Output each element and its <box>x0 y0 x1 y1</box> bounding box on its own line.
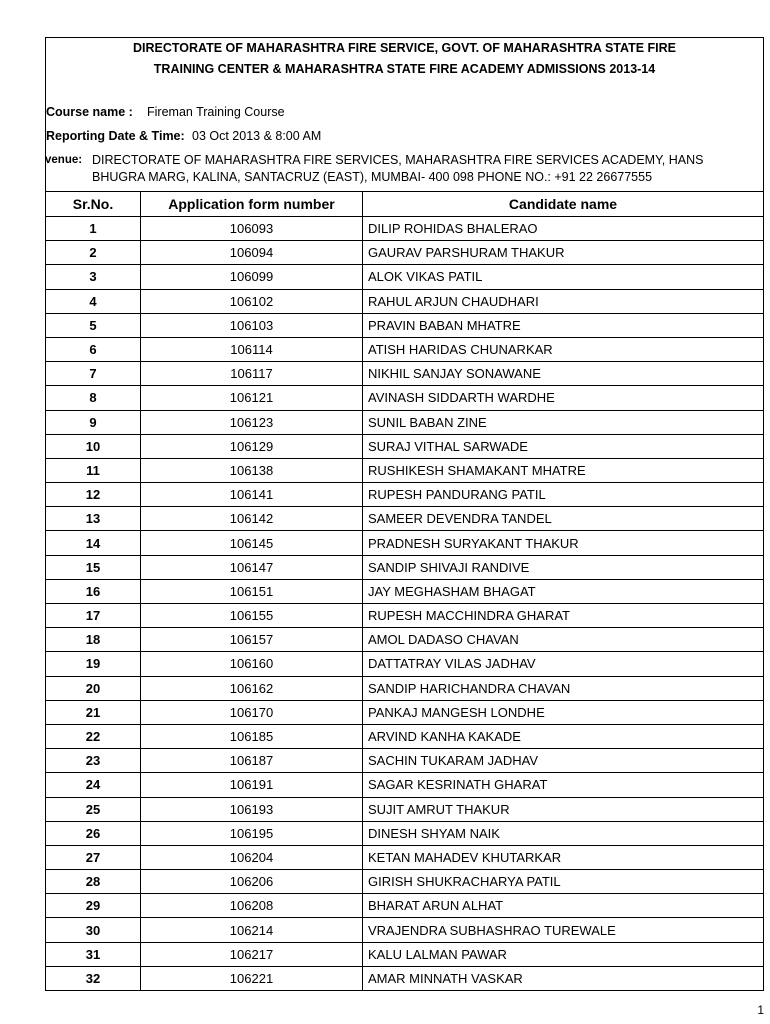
cell-application-number: 106160 <box>141 652 363 676</box>
cell-application-number: 106093 <box>141 217 363 241</box>
cell-candidate-name: DINESH SHYAM NAIK <box>363 821 764 845</box>
table-row <box>46 676 764 700</box>
cell-application-number: 106157 <box>141 628 363 652</box>
cell-application-number: 106191 <box>141 773 363 797</box>
cell-sr-no: 2 <box>46 241 141 265</box>
cell-candidate-name: BHARAT ARUN ALHAT <box>363 894 764 918</box>
table-row <box>46 386 764 410</box>
cell-candidate-name: GAURAV PARSHURAM THAKUR <box>363 241 764 265</box>
cell-application-number: 106121 <box>141 386 363 410</box>
cell-candidate-name: PANKAJ MANGESH LONDHE <box>363 700 764 724</box>
cell-sr-no: 4 <box>46 289 141 313</box>
cell-candidate-name: RUSHIKESH SHAMAKANT MHATRE <box>363 458 764 482</box>
cell-application-number: 106094 <box>141 241 363 265</box>
page-number: 1 <box>757 1003 764 1017</box>
table-row <box>46 628 764 652</box>
cell-sr-no: 15 <box>46 555 141 579</box>
cell-application-number: 106195 <box>141 821 363 845</box>
cell-candidate-name: AVINASH SIDDARTH WARDHE <box>363 386 764 410</box>
cell-application-number: 106142 <box>141 507 363 531</box>
cell-candidate-name: DATTATRAY VILAS JADHAV <box>363 652 764 676</box>
reporting-date-label: Reporting Date & Time: <box>46 129 185 143</box>
cell-sr-no: 20 <box>46 676 141 700</box>
cell-application-number: 106145 <box>141 531 363 555</box>
cell-application-number: 106187 <box>141 749 363 773</box>
cell-application-number: 106185 <box>141 724 363 748</box>
venue-address <box>92 152 752 186</box>
table-row <box>46 724 764 748</box>
table-row <box>46 483 764 507</box>
cell-application-number: 106214 <box>141 918 363 942</box>
cell-sr-no: 18 <box>46 628 141 652</box>
table-row <box>46 313 764 337</box>
table-row <box>46 579 764 603</box>
cell-sr-no: 8 <box>46 386 141 410</box>
table-row <box>46 870 764 894</box>
cell-application-number: 106103 <box>141 313 363 337</box>
cell-sr-no: 9 <box>46 410 141 434</box>
cell-candidate-name: SAMEER DEVENDRA TANDEL <box>363 507 764 531</box>
cell-application-number: 106138 <box>141 458 363 482</box>
cell-sr-no: 30 <box>46 918 141 942</box>
cell-sr-no: 19 <box>46 652 141 676</box>
cell-candidate-name: NIKHIL SANJAY SONAWANE <box>363 362 764 386</box>
table-row <box>46 845 764 869</box>
cell-sr-no: 7 <box>46 362 141 386</box>
table-row <box>46 410 764 434</box>
cell-sr-no: 28 <box>46 870 141 894</box>
cell-application-number: 106117 <box>141 362 363 386</box>
cell-sr-no: 1 <box>46 217 141 241</box>
cell-application-number: 106102 <box>141 289 363 313</box>
cell-sr-no: 3 <box>46 265 141 289</box>
cell-application-number: 106208 <box>141 894 363 918</box>
cell-candidate-name: SAGAR KESRINATH GHARAT <box>363 773 764 797</box>
cell-application-number: 106204 <box>141 845 363 869</box>
table-row <box>46 289 764 313</box>
cell-candidate-name: RUPESH PANDURANG PATIL <box>363 483 764 507</box>
table-row <box>46 337 764 361</box>
cell-candidate-name: AMOL DADASO CHAVAN <box>363 628 764 652</box>
document-title-line-1: DIRECTORATE OF MAHARASHTRA FIRE SERVICE, GOVT. OF MAHARASHTRA STATE FIRE <box>132 41 677 55</box>
cell-candidate-name: DILIP ROHIDAS BHALERAO <box>363 217 764 241</box>
table-row <box>46 507 764 531</box>
cell-sr-no: 24 <box>46 773 141 797</box>
column-header-sr-no: Sr.No. <box>46 192 141 217</box>
course-name-label: Course name : <box>46 105 133 119</box>
document-title-line-2: TRAINING CENTER & MAHARASHTRA STATE FIRE ACADEMY ADMISSIONS 2013-14 <box>153 62 656 76</box>
column-header-application-number: Application form number <box>141 192 363 217</box>
cell-application-number: 106155 <box>141 604 363 628</box>
cell-sr-no: 13 <box>46 507 141 531</box>
cell-candidate-name: ARVIND KANHA KAKADE <box>363 724 764 748</box>
column-header-candidate-name: Candidate name <box>363 192 764 217</box>
cell-sr-no: 22 <box>46 724 141 748</box>
cell-candidate-name: KETAN MAHADEV KHUTARKAR <box>363 845 764 869</box>
cell-candidate-name: VRAJENDRA SUBHASHRAO TUREWALE <box>363 918 764 942</box>
cell-sr-no: 21 <box>46 700 141 724</box>
admissions-table <box>45 191 764 991</box>
cell-sr-no: 17 <box>46 604 141 628</box>
cell-application-number: 106123 <box>141 410 363 434</box>
cell-sr-no: 10 <box>46 434 141 458</box>
venue-label: venue: <box>45 154 83 166</box>
cell-candidate-name: SANDIP HARICHANDRA CHAVAN <box>363 676 764 700</box>
table-row <box>46 966 764 990</box>
table-row <box>46 749 764 773</box>
cell-candidate-name: AMAR MINNATH VASKAR <box>363 966 764 990</box>
cell-application-number: 106114 <box>141 337 363 361</box>
reporting-date-value: 03 Oct 2013 & 8:00 AM <box>192 129 322 143</box>
table-row <box>46 942 764 966</box>
cell-sr-no: 25 <box>46 797 141 821</box>
table-row <box>46 434 764 458</box>
cell-candidate-name: GIRISH SHUKRACHARYA PATIL <box>363 870 764 894</box>
cell-application-number: 106147 <box>141 555 363 579</box>
cell-sr-no: 5 <box>46 313 141 337</box>
table-row <box>46 555 764 579</box>
table-row <box>46 700 764 724</box>
cell-application-number: 106206 <box>141 870 363 894</box>
table-row <box>46 821 764 845</box>
cell-candidate-name: SUJIT AMRUT THAKUR <box>363 797 764 821</box>
cell-candidate-name: PRAVIN BABAN MHATRE <box>363 313 764 337</box>
cell-candidate-name: RUPESH MACCHINDRA GHARAT <box>363 604 764 628</box>
cell-application-number: 106217 <box>141 942 363 966</box>
cell-application-number: 106099 <box>141 265 363 289</box>
table-body <box>46 217 764 991</box>
cell-candidate-name: PRADNESH SURYAKANT THAKUR <box>363 531 764 555</box>
course-name-value: Fireman Training Course <box>147 105 285 119</box>
table-row <box>46 773 764 797</box>
venue-address-line-1: DIRECTORATE OF MAHARASHTRA FIRE SERVICES, MAHARASHTRA FIRE SERVICES ACADEMY, HANS <box>92 153 704 167</box>
table-row <box>46 652 764 676</box>
cell-sr-no: 14 <box>46 531 141 555</box>
cell-sr-no: 11 <box>46 458 141 482</box>
cell-sr-no: 32 <box>46 966 141 990</box>
venue-address-line-2: BHUGRA MARG, KALINA, SANTACRUZ (EAST), MUMBAI- 400 098 PHONE NO.: +91 22 26677555 <box>92 170 653 184</box>
cell-sr-no: 29 <box>46 894 141 918</box>
table-row <box>46 918 764 942</box>
table-row <box>46 458 764 482</box>
cell-sr-no: 12 <box>46 483 141 507</box>
cell-sr-no: 31 <box>46 942 141 966</box>
cell-candidate-name: KALU LALMAN PAWAR <box>363 942 764 966</box>
table-row <box>46 531 764 555</box>
cell-sr-no: 6 <box>46 337 141 361</box>
cell-candidate-name: SANDIP SHIVAJI RANDIVE <box>363 555 764 579</box>
cell-application-number: 106170 <box>141 700 363 724</box>
table-row <box>46 362 764 386</box>
table-row <box>46 894 764 918</box>
cell-candidate-name: RAHUL ARJUN CHAUDHARI <box>363 289 764 313</box>
cell-candidate-name: JAY MEGHASHAM BHAGAT <box>363 579 764 603</box>
table-header-row <box>46 192 764 217</box>
cell-candidate-name: ALOK VIKAS PATIL <box>363 265 764 289</box>
cell-application-number: 106193 <box>141 797 363 821</box>
table-row <box>46 265 764 289</box>
cell-application-number: 106129 <box>141 434 363 458</box>
table-row <box>46 604 764 628</box>
cell-candidate-name: SUNIL BABAN ZINE <box>363 410 764 434</box>
cell-candidate-name: SURAJ VITHAL SARWADE <box>363 434 764 458</box>
cell-application-number: 106141 <box>141 483 363 507</box>
cell-application-number: 106162 <box>141 676 363 700</box>
table-row <box>46 241 764 265</box>
cell-sr-no: 16 <box>46 579 141 603</box>
cell-sr-no: 27 <box>46 845 141 869</box>
cell-sr-no: 23 <box>46 749 141 773</box>
cell-candidate-name: ATISH HARIDAS CHUNARKAR <box>363 337 764 361</box>
cell-candidate-name: SACHIN TUKARAM JADHAV <box>363 749 764 773</box>
cell-application-number: 106221 <box>141 966 363 990</box>
cell-application-number: 106151 <box>141 579 363 603</box>
cell-sr-no: 26 <box>46 821 141 845</box>
table-row <box>46 797 764 821</box>
table-row <box>46 217 764 241</box>
